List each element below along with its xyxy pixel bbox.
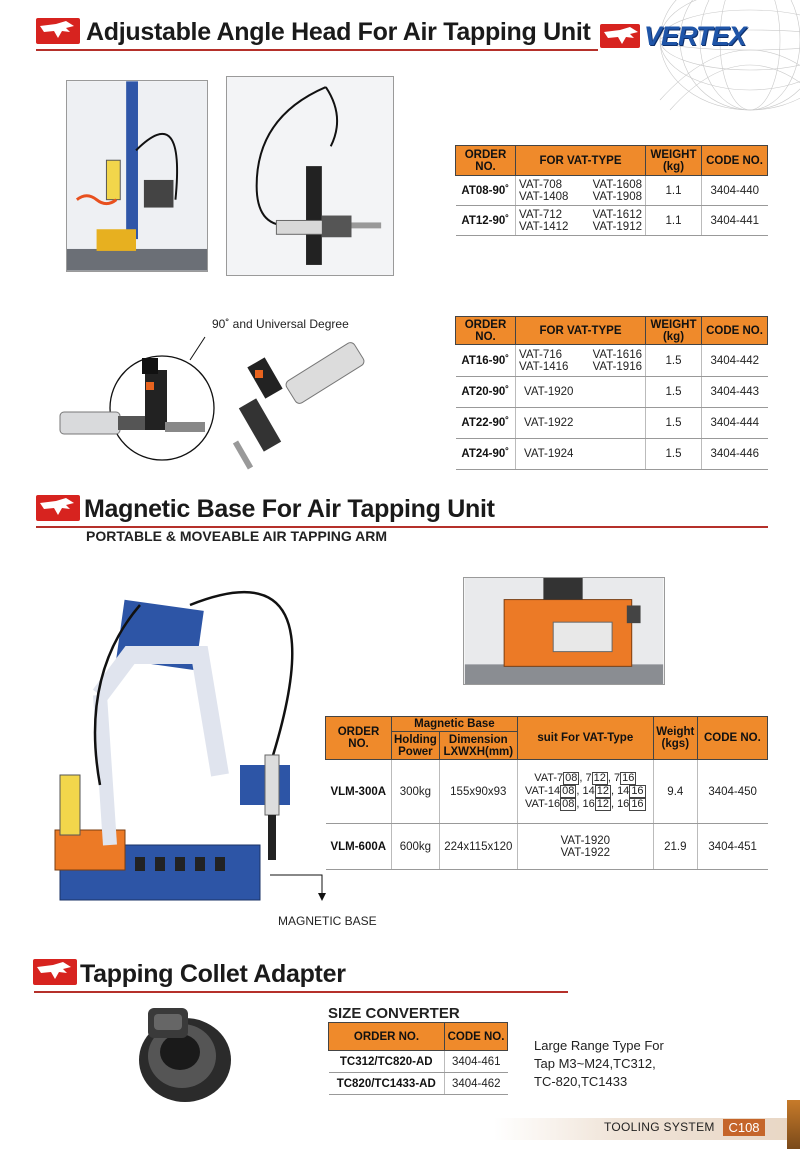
col-weight: WEIGHT (kg) — [646, 317, 702, 345]
eagle-logo-icon — [36, 495, 80, 521]
angle-head-table-1 — [455, 145, 768, 236]
table-row: AT08-90˚ VAT-708 VAT-1608 VAT-1408 VAT-1908 1.1 3404-440 — [456, 176, 768, 206]
table-row: VLM-300A 300kg 155x90x93 VAT-7 08 , 7 12 , 7 16 VAT-14 08 , 14 12 , 14 16 VAT-16 08 , 16 12 , 16 16 9.4 3404-450 — [326, 760, 768, 824]
table-row: AT12-90˚ VAT-712 VAT-1612 VAT-1412 VAT-1912 1.1 3404-441 — [456, 206, 768, 236]
title-underline — [34, 991, 568, 993]
col-code: CODE NO. — [445, 1023, 508, 1051]
magnetic-base-caption: MAGNETIC BASE — [278, 914, 377, 928]
page-edge-strip — [787, 1100, 800, 1149]
section-title-angle-head: Adjustable Angle Head For Air Tapping Unit — [86, 18, 591, 46]
section-subtitle: PORTABLE & MOVEABLE AIR TAPPING ARM — [86, 528, 387, 544]
table-row: AT24-90˚ VAT-1924 1.5 3404-446 — [456, 439, 768, 470]
angle-head-table-2 — [455, 316, 768, 470]
tapping-arm-illustration — [40, 575, 340, 905]
col-order: ORDER NO. — [326, 717, 392, 760]
size-converter-table — [328, 1022, 508, 1095]
col-for: FOR VAT-TYPE — [516, 146, 646, 176]
col-dimension: Dimension LXWXH(mm) — [439, 732, 517, 760]
section-title-collet-adapter: Tapping Collet Adapter — [80, 960, 346, 988]
angle-head-stand-photo — [66, 80, 208, 272]
angle-head-closeup-photo — [226, 76, 394, 276]
table-row: VLM-600A 600kg 224x115x120 VAT-1920 VAT-1922 21.9 3404-451 — [326, 824, 768, 870]
footer-label: TOOLING SYSTEM — [604, 1120, 715, 1134]
col-code: CODE NO. — [697, 717, 767, 760]
col-order: ORDER NO. — [456, 317, 516, 345]
angle-head-illustration — [50, 330, 380, 480]
col-weight: WEIGHT (kg) — [646, 146, 702, 176]
collet-note: Large Range Type For Tap M3~M24,TC312, TC-820,TC1433 — [534, 1038, 664, 1089]
table-row: AT16-90˚ VAT-716 VAT-1616 VAT-1416 VAT-1916 1.5 3404-442 — [456, 345, 768, 377]
title-underline — [36, 49, 598, 51]
section-title-magnetic-base: Magnetic Base For Air Tapping Unit — [84, 495, 495, 523]
eagle-logo-icon — [36, 18, 80, 44]
table-row: TC312/TC820-AD 3404-461 — [329, 1051, 508, 1073]
size-converter-title: SIZE CONVERTER — [328, 1005, 460, 1022]
col-code: CODE NO. — [702, 317, 768, 345]
page-number: C108 — [723, 1119, 765, 1136]
col-magnetic-base: Magnetic Base — [392, 717, 518, 732]
col-code: CODE NO. — [702, 146, 768, 176]
collet-adapter-image — [130, 1000, 240, 1108]
col-weight: Weight (kgs) — [653, 717, 697, 760]
brand-name: VERTEX — [644, 20, 746, 51]
table-row: AT22-90˚ VAT-1922 1.5 3404-444 — [456, 408, 768, 439]
table-row: AT20-90˚ VAT-1920 1.5 3404-443 — [456, 377, 768, 408]
table-row: TC820/TC1433-AD 3404-462 — [329, 1073, 508, 1095]
universal-degree-caption: 90˚ and Universal Degree — [212, 317, 349, 331]
col-for: FOR VAT-TYPE — [516, 317, 646, 345]
eagle-logo-icon — [33, 959, 77, 985]
magnetic-base-table — [325, 716, 768, 870]
vertex-brand-logo — [600, 22, 782, 50]
col-order: ORDER NO. — [329, 1023, 445, 1051]
col-suit: suit For VAT-Type — [517, 717, 653, 760]
magnetic-base-photo — [463, 577, 665, 685]
col-holding: Holding Power — [392, 732, 440, 760]
brand-eagle-icon — [600, 24, 640, 48]
col-order: ORDER NO. — [456, 146, 516, 176]
